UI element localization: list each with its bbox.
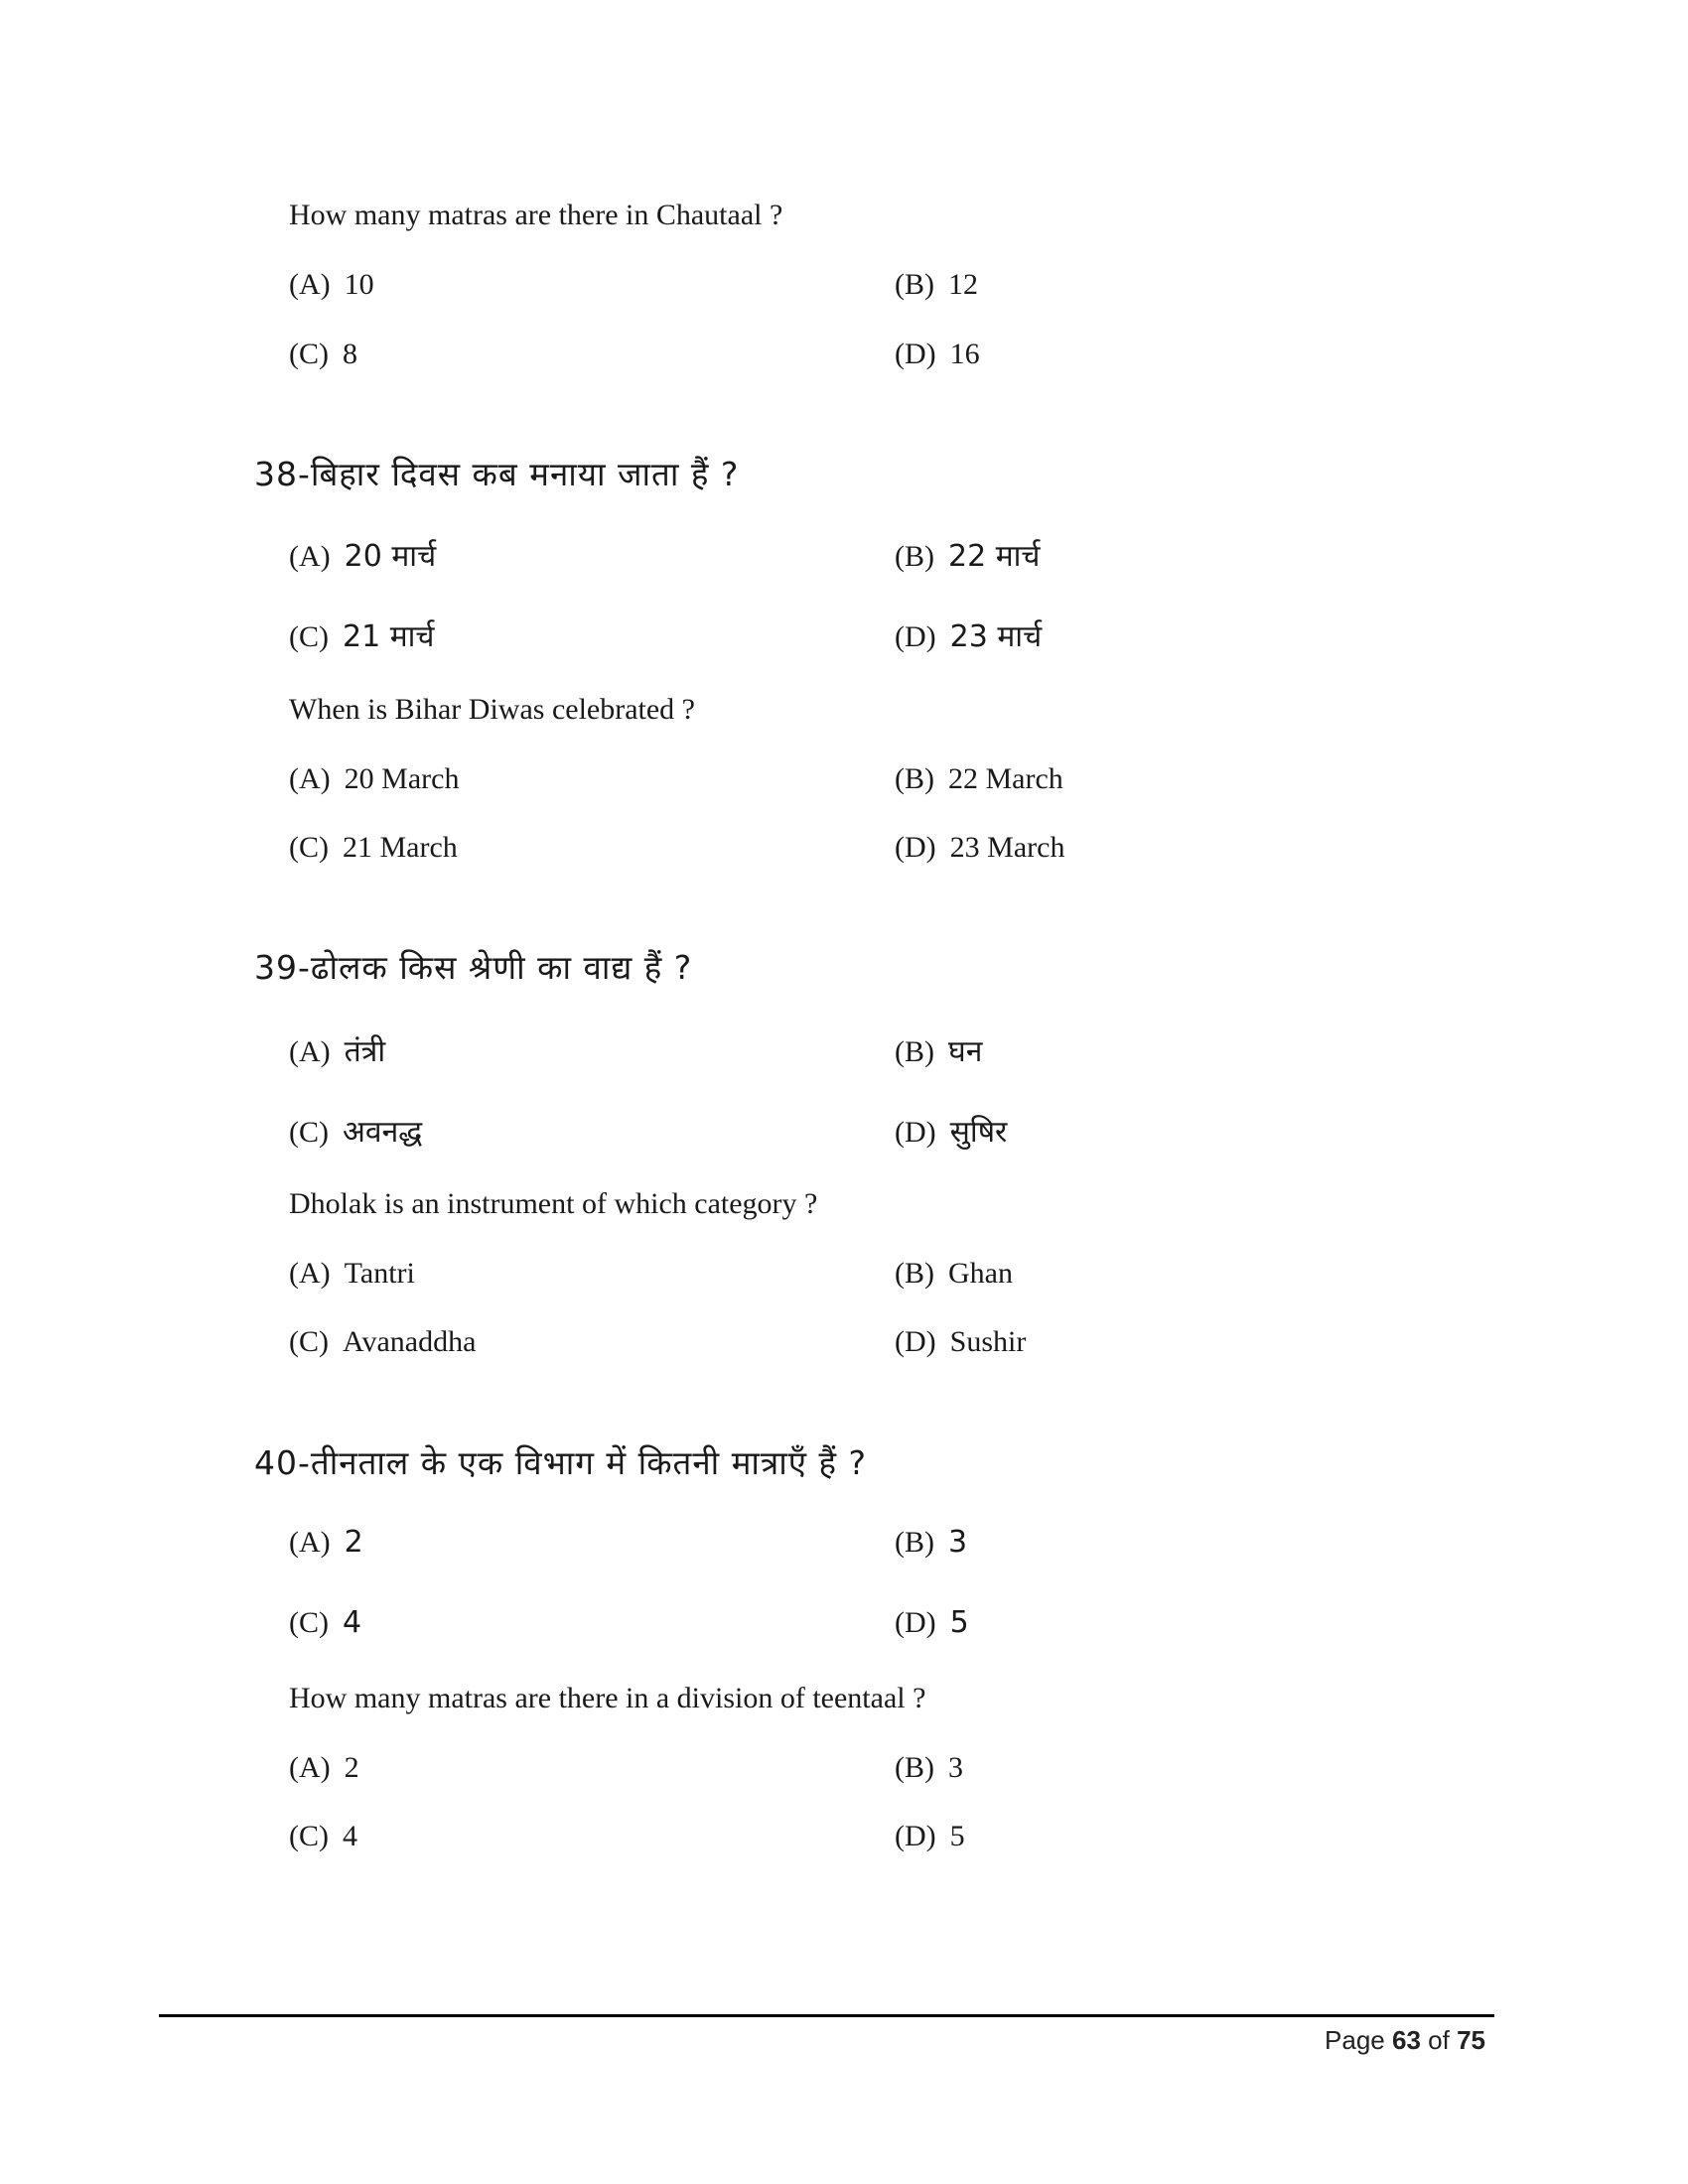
option-b: (B) 22 March	[895, 762, 1063, 795]
option-a: (A) तंत्री	[289, 1034, 386, 1069]
option-d: (D) 5	[895, 1605, 969, 1640]
question-38-hindi: 38-बिहार दिवस कब मनाया जाता हैं ?	[254, 455, 740, 493]
option-a: (A) 10	[289, 268, 374, 301]
option-b: (B) घन	[895, 1034, 983, 1069]
option-a: (A) 2	[289, 1751, 359, 1784]
page-number	[1325, 2025, 1485, 2056]
option-c: (C) 4	[289, 1820, 357, 1852]
option-c: (C) 21 मार्च	[289, 619, 435, 654]
option-a: (A) Tantri	[289, 1257, 415, 1290]
option-d: (D) 23 मार्च	[895, 619, 1043, 654]
option-d: (D) Sushir	[895, 1325, 1027, 1358]
total-pages: 75	[1457, 2025, 1485, 2055]
option-b: (B) Ghan	[895, 1257, 1013, 1290]
question-39-english: Dholak is an instrument of which category ?	[289, 1187, 818, 1220]
page-prefix: Page	[1325, 2025, 1385, 2055]
footer-divider	[159, 2014, 1494, 2017]
option-d: (D) 16	[895, 338, 980, 370]
question-40-hindi: 40-तीनताल के एक विभाग में कितनी मात्राएँ हैं ?	[254, 1443, 868, 1482]
option-c: (C) Avanaddha	[289, 1325, 477, 1358]
option-c: (C) 21 March	[289, 831, 458, 864]
option-d: (D) 5	[895, 1820, 965, 1852]
option-c: (C) 8	[289, 338, 357, 370]
question-38-english: When is Bihar Diwas celebrated ?	[289, 693, 695, 726]
option-a: (A) 2	[289, 1525, 363, 1560]
current-page: 63	[1392, 2025, 1421, 2055]
page-of: of	[1428, 2025, 1450, 2055]
option-a: (A) 20 March	[289, 762, 460, 795]
option-d: (D) सुषिर	[895, 1115, 1008, 1150]
question-37-english: How many matras are there in Chautaal ?	[289, 199, 783, 231]
option-a: (A) 20 मार्च	[289, 539, 437, 574]
question-39-hindi: 39-ढोलक किस श्रेणी का वाद्य हैं ?	[254, 948, 693, 987]
option-b: (B) 22 मार्च	[895, 539, 1041, 574]
option-d: (D) 23 March	[895, 831, 1065, 864]
option-b: (B) 12	[895, 268, 978, 301]
question-40-english: How many matras are there in a division of teentaal ?	[289, 1682, 926, 1714]
option-c: (C) 4	[289, 1605, 362, 1640]
option-c: (C) अवनद्ध	[289, 1115, 423, 1150]
option-b: (B) 3	[895, 1525, 968, 1560]
option-b: (B) 3	[895, 1751, 963, 1784]
